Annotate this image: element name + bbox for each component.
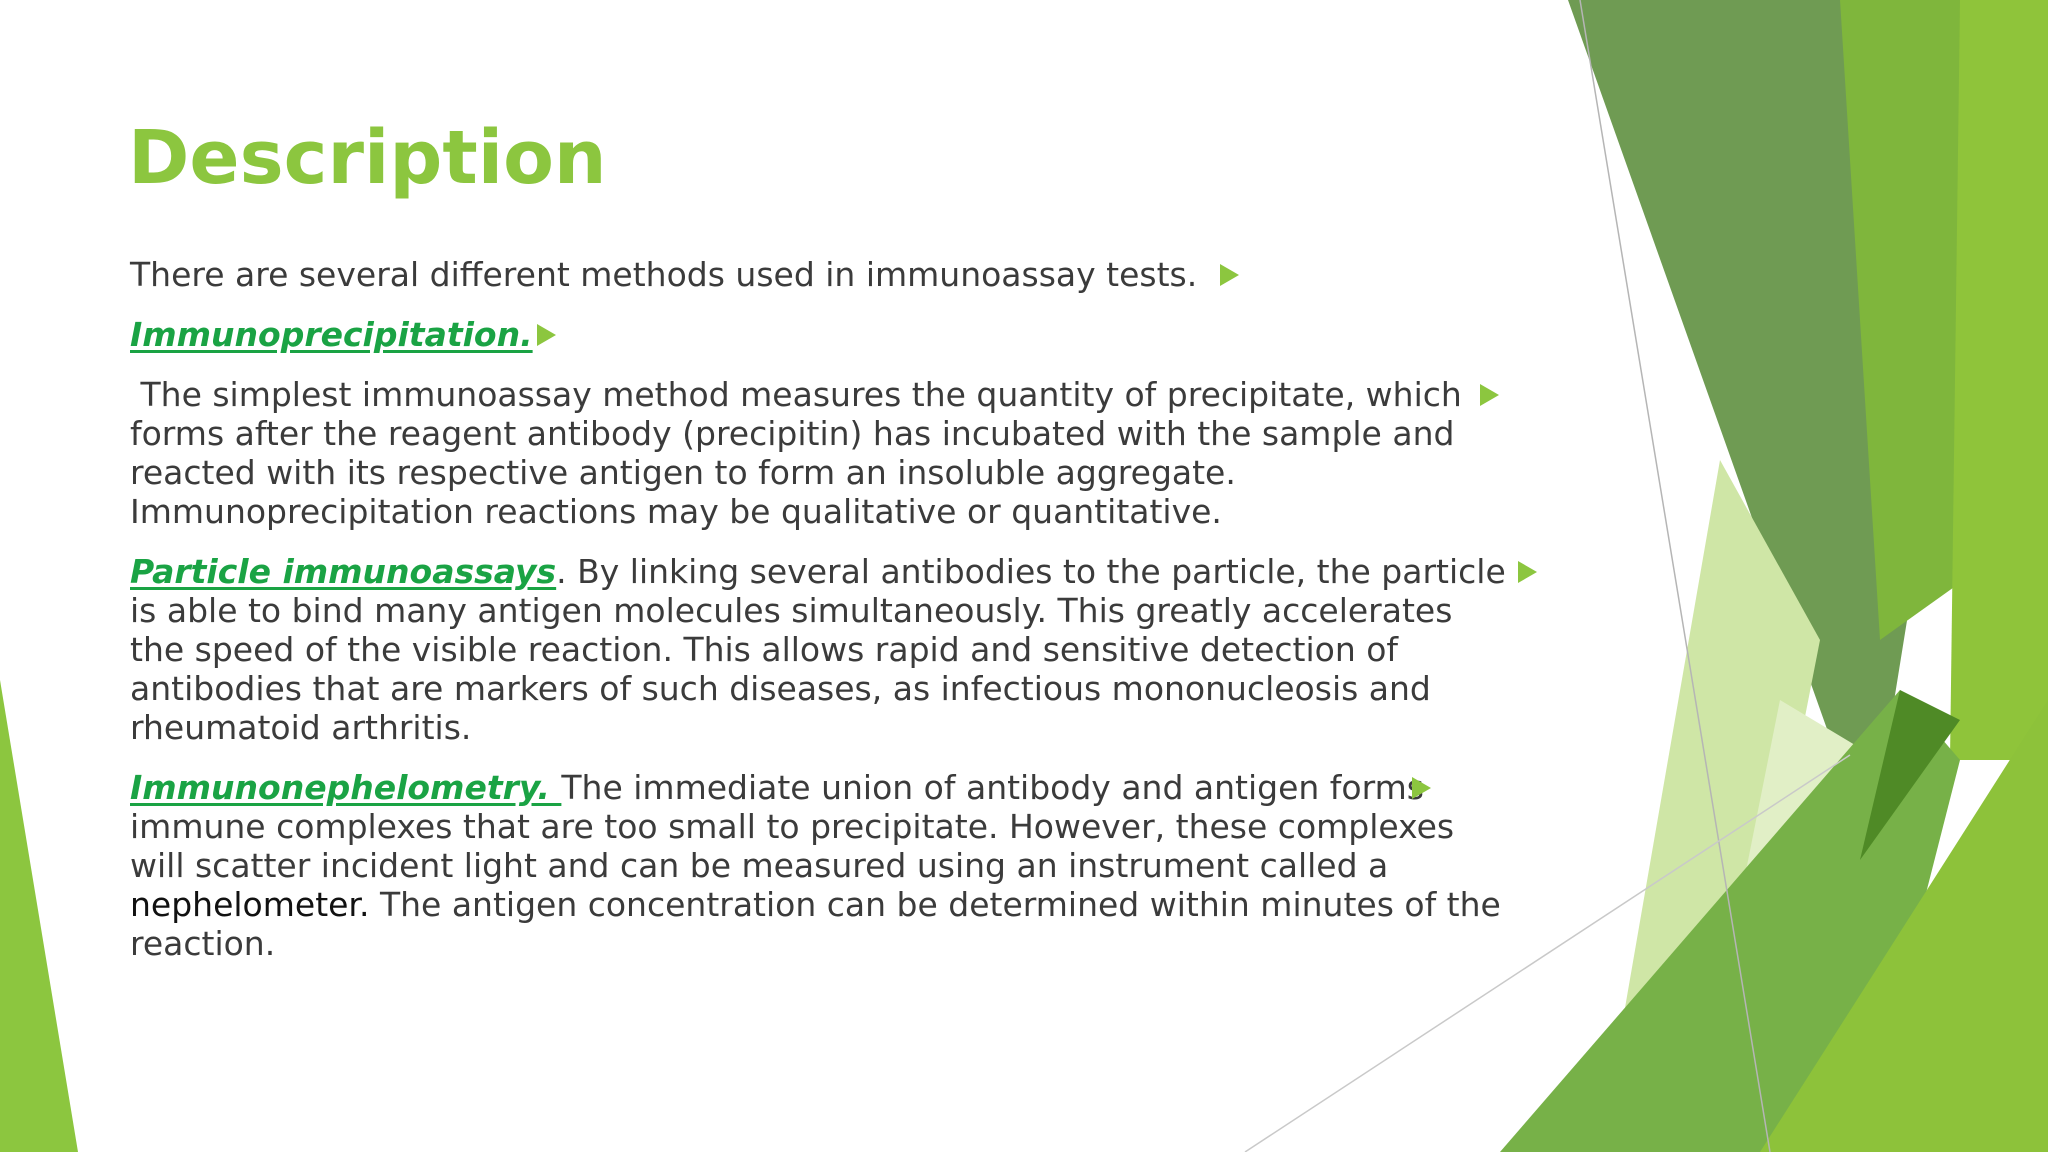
right-light-facet xyxy=(1950,0,2048,760)
particle-immunoassays-line-3: antibodies that are markers of such diseases, as infectious mononucleosis and xyxy=(130,669,1431,708)
particle-immunoassays-line-4: rheumatoid arthritis. xyxy=(130,708,472,747)
particle-immunoassays-link[interactable]: Particle immunoassays xyxy=(130,552,557,591)
intro-text: There are several different methods used in immunoassay tests. xyxy=(130,255,1198,294)
immunonephelometry-lead: The immediate union of antibody and antigen forms xyxy=(561,768,1424,807)
particle-immunoassays-lead: . By linking several antibodies to the particle, the particle xyxy=(556,552,1506,591)
immunonephelometry-term-tail: The antigen concentration can be determined within minutes of the xyxy=(369,885,1501,924)
triangle-right-bullet-icon xyxy=(537,324,556,346)
immunoprecipitation-line-3: Immunoprecipitation reactions may be qualitative or quantitative. xyxy=(130,492,1222,531)
immunoprecipitation-link[interactable]: Immunoprecipitation. xyxy=(130,315,533,354)
triangle-right-bullet-icon xyxy=(1220,264,1239,286)
particle-immunoassays-paragraph xyxy=(130,552,1510,747)
slide-body xyxy=(130,255,1510,984)
immunonephelometry-line-2: will scatter incident light and can be measured using an instrument called a xyxy=(130,846,1389,885)
immunonephelometry-line-1: immune complexes that are too small to precipitate. However, these complexes xyxy=(130,807,1455,846)
intro-paragraph xyxy=(130,255,1510,294)
immunonephelometry-paragraph xyxy=(130,768,1510,963)
triangle-right-bullet-icon xyxy=(1412,777,1431,799)
particle-immunoassays-line-2: the speed of the visible reaction. This allows rapid and sensitive detection of xyxy=(130,630,1399,669)
immunonephelometry-last-line: reaction. xyxy=(130,924,276,963)
immunoprecipitation-lead: The simplest immunoassay method measures the quantity of precipitate, which xyxy=(130,375,1462,414)
immunoprecipitation-heading xyxy=(130,315,1510,354)
immunonephelometry-link[interactable]: Immunonephelometry. xyxy=(130,768,562,807)
immunoprecipitation-paragraph xyxy=(130,375,1510,531)
left-sliver-shape xyxy=(0,680,78,1152)
nephelometer-term: nephelometer. xyxy=(130,885,370,924)
triangle-right-bullet-icon xyxy=(1518,561,1537,583)
triangle-right-bullet-icon xyxy=(1480,384,1499,406)
immunoprecipitation-line-1: forms after the reagent antibody (precipitin) has incubated with the sample and xyxy=(130,414,1455,453)
particle-immunoassays-line-1: is able to bind many antigen molecules simultaneously. This greatly accelerates xyxy=(130,591,1453,630)
slide-title: Description xyxy=(128,115,607,201)
immunoprecipitation-line-2: reacted with its respective antigen to form an insoluble aggregate. xyxy=(130,453,1236,492)
